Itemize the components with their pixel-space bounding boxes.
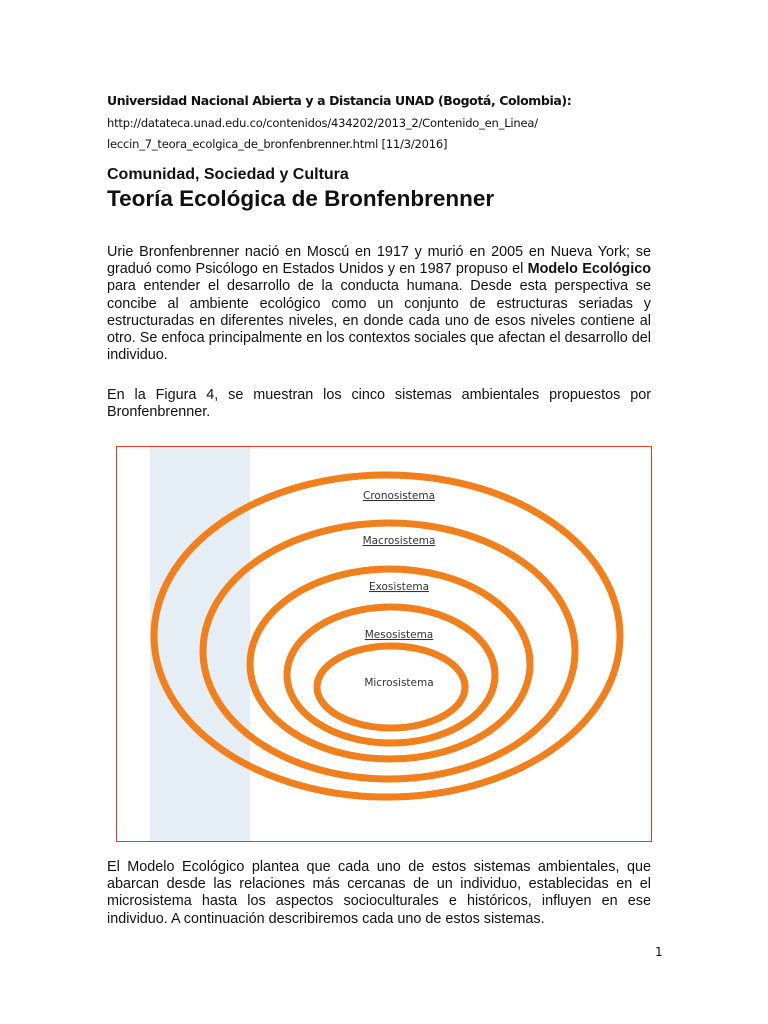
ring-label-microsistema: Microsistema [364, 677, 434, 689]
closing-paragraph: El Modelo Ecológico plantea que cada uno de estos sistemas ambientales, que abarcan desde las relaciones más cercanas de un individuo, establecidas en el microsistema hasta los aspectos socioculturales e históricos, influyen en ese individuo. A continuación describiremos cada uno de estos sistemas. [107, 859, 651, 927]
intro-text-start: Urie Bronfenbrenner nació en Moscú en 1917 y murió en 2005 en Nueva York; se graduó como Psicólogo en Estados Unidos y en 1987 propuso el [107, 244, 651, 278]
page-title: Teoría Ecológica de Bronfenbrenner [107, 186, 495, 211]
ecological-model-figure [116, 446, 652, 842]
ring-label-cronosistema: Cronosistema [362, 490, 436, 502]
modelo-ecologico-bold: Modelo Ecológico [527, 261, 651, 278]
section-subheading: Comunidad, Sociedad y Cultura [107, 166, 349, 183]
intro-paragraph [107, 244, 651, 364]
source-url-line-1: http://datateca.unad.edu.co/contenidos/434202/2013_2/Contenido_en_Linea/ [107, 116, 538, 130]
page-number: 1 [655, 945, 663, 959]
ring-label-macrosistema: Macrosistema [362, 535, 436, 547]
source-title: Universidad Nacional Abierta y a Distancia UNAD (Bogotá, Colombia): [107, 93, 572, 108]
figure-intro-paragraph: En la Figura 4, se muestran los cinco sistemas ambientales propuestos por Bronfenbrenner. [107, 387, 651, 421]
concentric-rings-diagram [117, 447, 652, 842]
ring-label-exosistema: Exosistema [368, 581, 430, 593]
intro-text-end: para entender el desarrollo de la conducta humana. Desde esta perspectiva se concibe al ambiente ecológico como un conjunto de estructuras seriadas y estructuradas en diferentes niveles, en donde cada uno de esos niveles contiene al otro. Se enfoca principalmente en los contextos sociales que afectan el desarrollo del individuo. [107, 278, 651, 364]
ring-label-mesosistema: Mesosistema [364, 629, 434, 641]
source-url-line-2: leccin_7_teora_ecolgica_de_bronfenbrenner.html [11/3/2016] [107, 137, 448, 151]
